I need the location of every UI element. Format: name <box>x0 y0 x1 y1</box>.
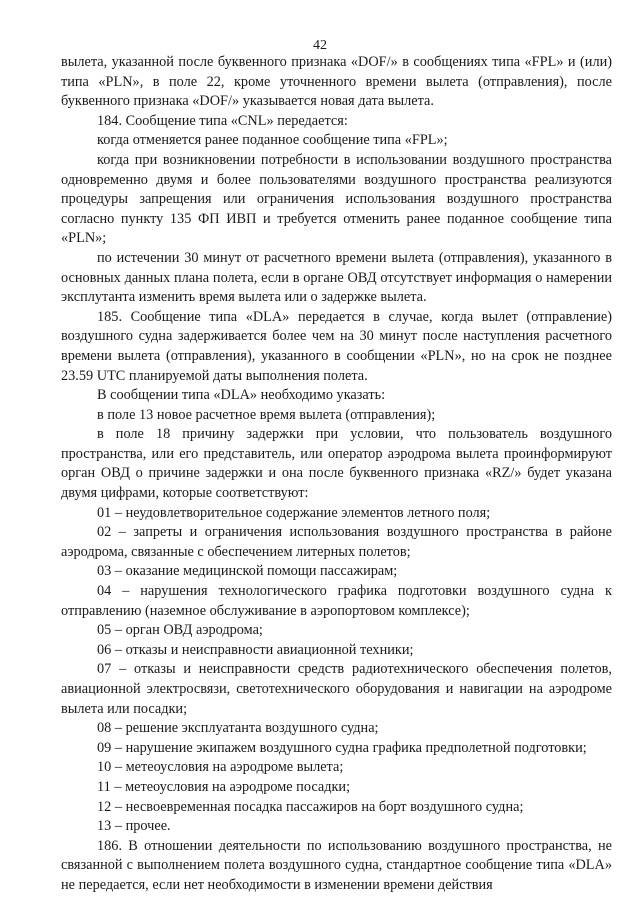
paragraph: когда при возникновении потребности в использовании воздушного пространства одновременно двумя и более пользователями воздушного пространства реализуются процедуры запрещения или ограничения использования воздушного пространства согласно пункту 135 ФП ИВП и требуется отменить ранее поданное сообщение типа «PLN»; <box>61 151 612 247</box>
list-item: 08 – решение эксплуатанта воздушного судна; <box>97 720 379 737</box>
paragraph: по истечении 30 минут от расчетного времени вылета (отправления), указанного в основных данных плана полета, если в органе ОВД отсутствует информация о намерении эксплутанта изменить время вылета или о задержке вылета. <box>61 249 612 306</box>
list-item: 05 – орган ОВД аэродрома; <box>97 622 263 639</box>
list-item: 10 – метеоусловия на аэродроме вылета; <box>97 759 344 776</box>
paragraph: 186. В отношении деятельности по использованию воздушного пространства, не связанной с выполнением полета воздушного судна, стандартное сообщение типа «DLA» не передается, если нет необходимости в изменении времени действия <box>61 837 612 893</box>
list-item: 07 – отказы и неисправности средств радиотехнического обеспечения полетов, авиационной электросвязи, светотехнического оборудования и навигации на аэродроме вылета или посадки; <box>61 661 612 717</box>
paragraph: в поле 13 новое расчетное время вылета (отправления); <box>97 406 436 423</box>
paragraph: когда отменяется ранее поданное сообщение типа «FPL»; <box>97 132 448 149</box>
list-item: 03 – оказание медицинской помощи пассажирам; <box>97 563 398 580</box>
list-item: 02 – запреты и ограничения использования воздушного пространства в районе аэродрома, связанные с обеспечением литерных полетов; <box>61 524 612 560</box>
page-number: 42 <box>313 38 327 53</box>
list-item: 12 – несвоевременная посадка пассажиров на борт воздушного судна; <box>97 798 524 815</box>
list-item: 09 – нарушение экипажем воздушного судна графика предполетной подготовки; <box>97 739 587 756</box>
list-item: 04 – нарушения технологического графика подготовки воздушного судна к отправлению (наземное обслуживание в аэропортовом комплексе); <box>61 583 612 619</box>
list-item: 11 – метеоусловия на аэродроме посадки; <box>97 778 351 795</box>
paragraph: 184. Сообщение типа «CNL» передается: <box>97 112 348 129</box>
list-item: 13 – прочее. <box>97 818 171 835</box>
list-item: 01 – неудовлетворительное содержание элементов летного поля; <box>97 504 491 521</box>
paragraph: В сообщении типа «DLA» необходимо указать: <box>97 387 386 404</box>
document-body <box>61 53 612 896</box>
paragraph: в поле 18 причину задержки при условии, что пользователь воздушного пространства, или его представитель, или оператор аэродрома вылета проинформируют орган ОВД о причине задержки и она после буквенного признака «RZ/» будет указана двумя цифрами, которые соответствуют: <box>61 426 612 502</box>
list-item: 06 – отказы и неисправности авиационной техники; <box>97 641 414 658</box>
paragraph: вылета, указанной после буквенного признака «DOF/» в сообщениях типа «FPL» и (или) типа «PLN», в поле 22, кроме уточненного времени вылета (отправления), после буквенного признака «DOF/» указывается новая дата вылета. <box>61 54 612 110</box>
paragraph: 185. Сообщение типа «DLA» передается в случае, когда вылет (отправление) воздушного судна задерживается более чем на 30 минут после наступления расчетного времени вылета (отправления), указанного в сообщении «PLN», но на срок не позднее 23.59 UTC планируемой даты выполнения полета. <box>61 308 612 384</box>
